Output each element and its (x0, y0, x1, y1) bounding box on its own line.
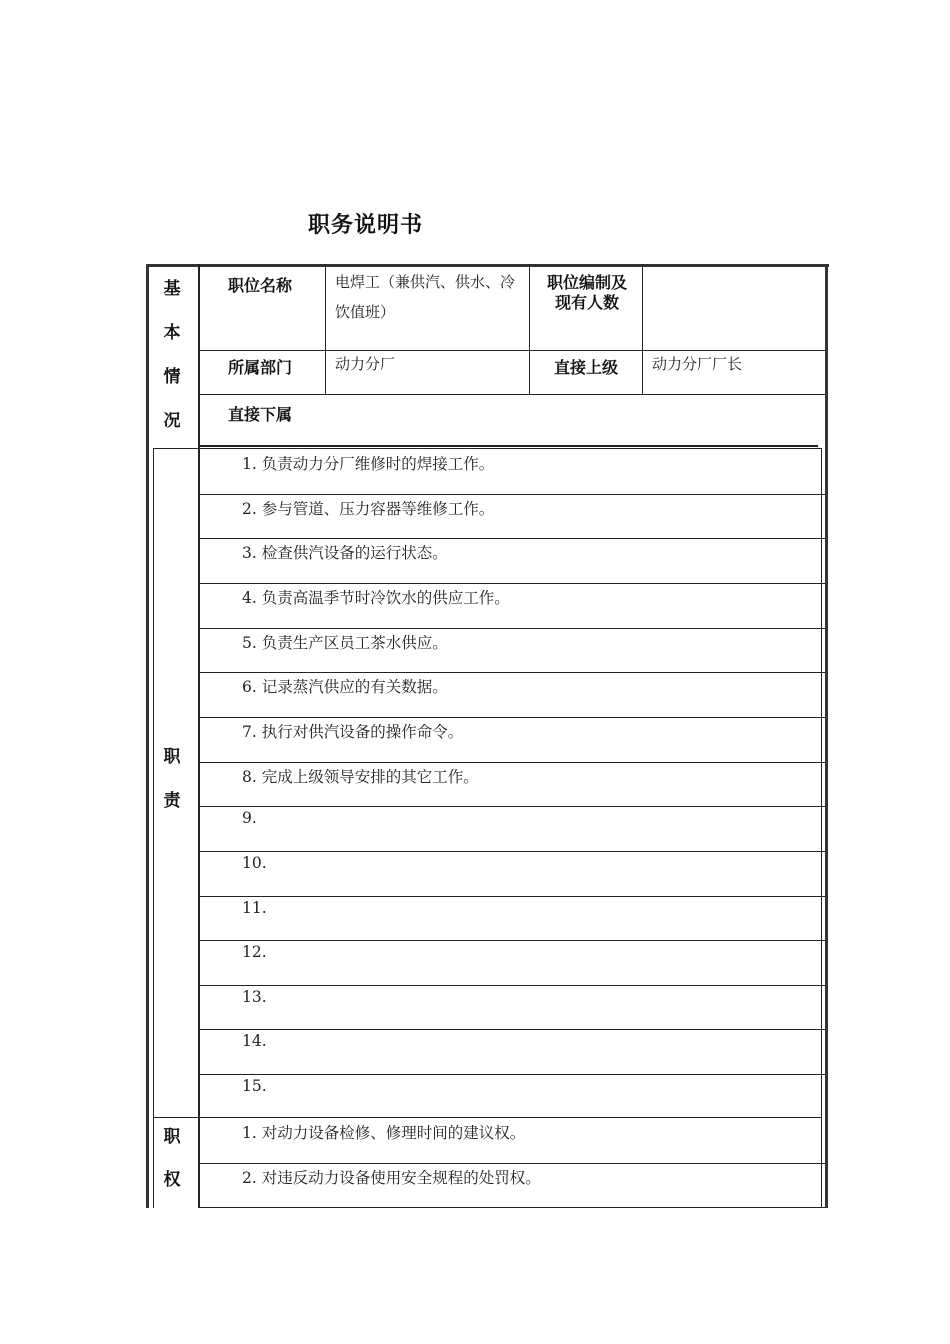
duty-item: 3. 检查供汽设备的运行状态。 (242, 544, 448, 563)
duty-item: 4. 负责高温季节时冷饮水的供应工作。 (242, 588, 510, 607)
frame-right-inner (821, 448, 822, 1208)
document-title: 职务说明书 (308, 213, 424, 238)
duty-row-divider (198, 1029, 825, 1030)
duty-row-divider (198, 896, 825, 897)
duty-item: 14. (242, 1032, 267, 1051)
authority-item: 1. 对动力设备检修、修理时间的建议权。 (242, 1124, 526, 1142)
basic-col-divider-2 (529, 264, 530, 394)
duty-row-divider (198, 494, 825, 495)
duty-row-divider (198, 1074, 825, 1075)
duties-section-char: 责 (163, 791, 181, 811)
department-value: 动力分厂 (335, 355, 396, 373)
frame-left-inner (153, 448, 154, 1208)
duties-section-char: 职 (163, 747, 181, 767)
duty-row-divider (198, 762, 825, 763)
duty-item: 6. 记录蒸汽供应的有关数据。 (242, 678, 448, 697)
authority-row-divider (198, 1207, 825, 1208)
basic-section-bottom (198, 445, 818, 447)
job-description-table (146, 264, 829, 1208)
duty-row-divider (198, 717, 825, 718)
duty-item: 11. (242, 898, 267, 917)
frame-right (825, 264, 828, 1208)
duty-item: 15. (242, 1077, 267, 1096)
duty-item: 5. 负责生产区员工茶水供应。 (242, 633, 448, 652)
duty-item: 7. 执行对供汽设备的操作命令。 (242, 722, 464, 741)
basic-section-bottom-2 (153, 448, 821, 449)
duty-item: 1. 负责动力分厂维修时的焊接工作。 (242, 455, 495, 473)
basic-section-char: 情 (163, 367, 181, 387)
duty-item: 10. (242, 853, 267, 872)
duty-item: 9. (242, 809, 257, 828)
basic-section-char: 况 (163, 411, 181, 431)
duty-item: 8. 完成上级领导安排的其它工作。 (242, 767, 479, 786)
authority-row-divider (198, 1163, 825, 1164)
authority-section-top (153, 1117, 821, 1118)
basic-row-divider-2 (198, 394, 825, 395)
basic-section-char: 本 (163, 323, 181, 343)
authority-section-char: 职 (163, 1127, 181, 1147)
headcount-label: 职位编制及现有人数 (546, 273, 627, 312)
supervisor-value: 动力分厂厂长 (652, 355, 743, 373)
duty-row-divider (198, 851, 825, 852)
basic-col-divider-3 (642, 264, 643, 394)
authority-item: 2. 对违反动力设备使用安全规程的处罚权。 (242, 1168, 541, 1187)
duty-row-divider (198, 985, 825, 986)
position-name-value: 电焊工（兼供汽、供水、冷饮值班） (335, 273, 516, 321)
side-divider (198, 264, 200, 1208)
supervisor-label: 直接上级 (554, 358, 619, 377)
duty-row-divider (198, 628, 825, 629)
duty-item: 13. (242, 987, 267, 1006)
position-name-label: 职位名称 (228, 276, 293, 295)
duty-item: 12. (242, 943, 267, 962)
basic-col-divider-1 (325, 264, 326, 394)
duty-row-divider (198, 583, 825, 584)
duty-row-divider (198, 672, 825, 673)
basic-section-char: 基 (163, 279, 181, 299)
subordinate-label: 直接下属 (228, 405, 293, 424)
authority-section-char: 权 (163, 1170, 181, 1190)
duty-item: 2. 参与管道、压力容器等维修工作。 (242, 499, 495, 518)
duty-row-divider (198, 940, 825, 941)
duty-row-divider (198, 806, 825, 807)
duty-row-divider (198, 538, 825, 539)
department-label: 所属部门 (228, 358, 293, 377)
